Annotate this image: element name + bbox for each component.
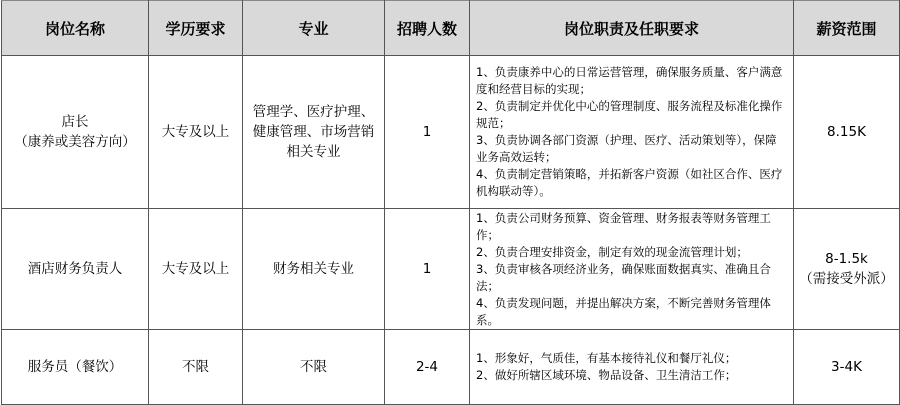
table-row xyxy=(2,209,900,330)
major-line: 不限 xyxy=(300,359,327,375)
header-salary: 薪资范围 xyxy=(794,1,900,56)
major-line: 相关专业 xyxy=(286,144,341,160)
duty-item: 2、做好所辖区域环境、物品设备、卫生清洁工作； xyxy=(476,368,737,382)
cell-position xyxy=(2,56,149,209)
header-position: 岗位名称 xyxy=(2,1,149,56)
cell-salary xyxy=(794,209,900,330)
cell-salary xyxy=(794,56,900,209)
cell-major xyxy=(243,56,385,209)
duty-item: 2、负责制定并优化中心的管理制度、服务流程及标准化操作规范； xyxy=(476,99,783,130)
salary-note: （需接受外派） xyxy=(799,271,894,287)
cell-salary xyxy=(794,330,900,405)
duty-item: 1、负责公司财务预算、资金管理、财务报表等财务管理工作； xyxy=(476,210,771,242)
cell-position xyxy=(2,209,149,330)
position-title: 店长 xyxy=(61,114,89,130)
position-title: 酒店财务负责人 xyxy=(27,261,123,277)
cell-education: 大专及以上 xyxy=(149,209,243,330)
header-duties: 岗位职责及任职要求 xyxy=(470,1,794,56)
cell-position xyxy=(2,330,149,405)
cell-count: 1 xyxy=(385,56,470,209)
cell-education: 大专及以上 xyxy=(149,56,243,209)
duty-item: 2、负责合理安排资金，制定有效的现金流管理计划； xyxy=(476,244,748,259)
position-subtitle: （康养或美容方向） xyxy=(14,134,136,150)
cell-major xyxy=(243,209,385,330)
duty-item: 3、负责审核各项经济业务，确保账面数据真实、准确且合法； xyxy=(476,261,771,293)
header-major: 专业 xyxy=(243,1,385,56)
header-count: 招聘人数 xyxy=(385,1,470,56)
duty-item: 4、负责制定营销策略，并拓新客户资源（如社区合作、医疗机构联动等）。 xyxy=(476,167,783,198)
table-row xyxy=(2,330,900,405)
major-line: 财务相关专业 xyxy=(273,261,354,277)
cell-duties xyxy=(470,209,794,330)
cell-education: 不限 xyxy=(149,330,243,405)
duty-item: 4、负责发现问题，并提出解决方案，不断完善财务管理体系。 xyxy=(476,295,771,327)
table-row xyxy=(2,56,900,209)
cell-duties xyxy=(470,56,794,209)
major-line: 管理学、医疗护理、 xyxy=(252,104,375,120)
cell-major xyxy=(243,330,385,405)
duty-item: 1、形象好，气质佳，有基本接待礼仪和餐厅礼仪； xyxy=(476,351,737,365)
recruitment-table xyxy=(1,0,900,405)
duty-item: 1、负责康养中心的日常运营管理，确保服务质量、客户满意度和经营目标的实现； xyxy=(476,65,783,96)
position-title: 服务员（餐饮） xyxy=(27,359,123,375)
salary-value: 8-1.5k xyxy=(825,251,868,267)
cell-count: 2-4 xyxy=(385,330,470,405)
cell-count: 1 xyxy=(385,209,470,330)
header-education: 学历要求 xyxy=(149,1,243,56)
header-row xyxy=(2,1,900,56)
duty-item: 3、负责协调各部门资源（护理、医疗、活动策划等），保障业务高效运转； xyxy=(476,133,777,164)
major-line: 健康管理、市场营销 xyxy=(252,124,375,140)
salary-value: 8.15K xyxy=(827,124,866,140)
cell-duties xyxy=(470,330,794,405)
salary-value: 3-4K xyxy=(831,359,862,375)
